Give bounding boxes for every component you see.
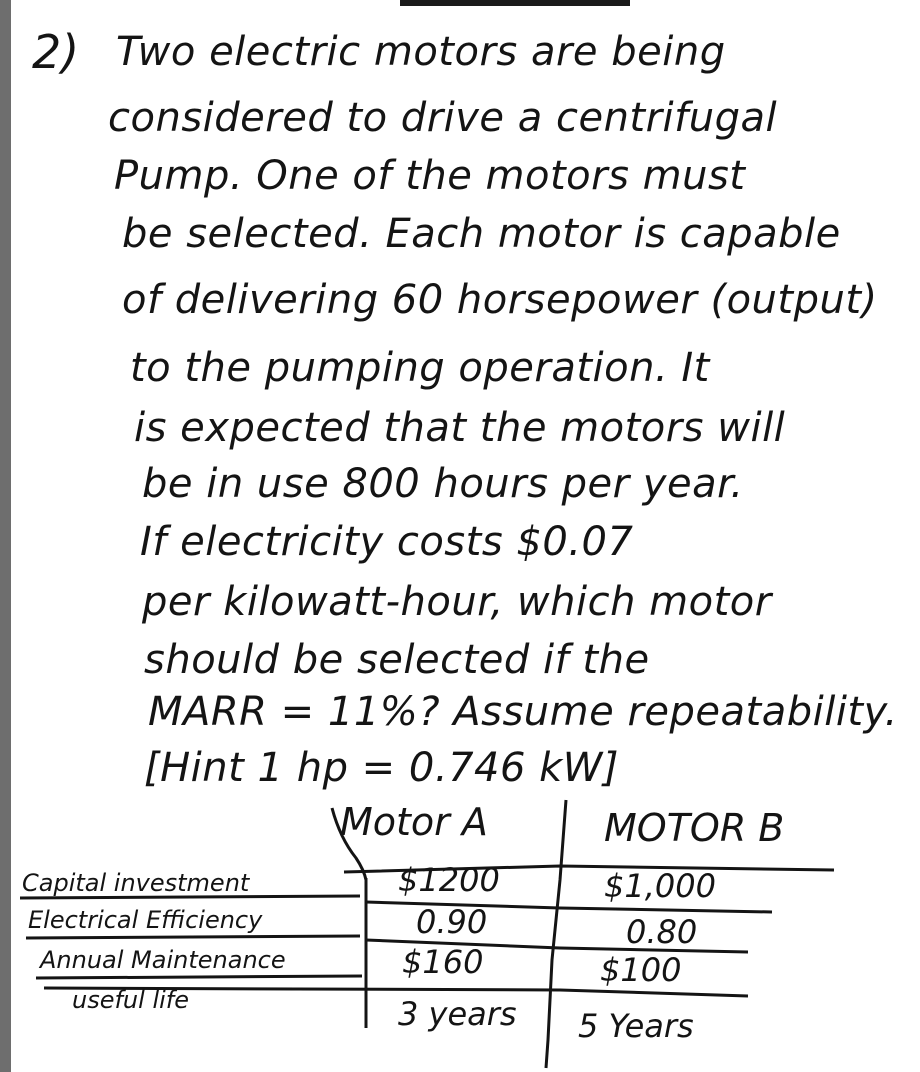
problem-text-line: Two electric motors are being bbox=[116, 29, 726, 75]
problem-text-line: should be selected if the bbox=[144, 637, 650, 683]
cell-motor-a-life: 3 years bbox=[398, 995, 517, 1033]
row-label-electrical-efficiency: Electrical Efficiency bbox=[28, 906, 263, 934]
cell-motor-a-maintenance: $160 bbox=[402, 943, 484, 981]
problem-text-line: of delivering 60 horsepower (output) bbox=[122, 277, 878, 323]
row-label-useful-life: useful life bbox=[72, 986, 189, 1014]
row-label-annual-maintenance: Annual Maintenance bbox=[40, 946, 286, 974]
problem-text-line: be in use 800 hours per year. bbox=[142, 461, 744, 507]
cell-motor-b-maintenance: $100 bbox=[600, 951, 682, 989]
cell-motor-a-capital: $1200 bbox=[398, 861, 500, 899]
problem-text-line: MARR = 11%? Assume repeatability. bbox=[148, 689, 898, 735]
cell-motor-b-capital: $1,000 bbox=[604, 867, 716, 905]
cell-motor-b-efficiency: 0.80 bbox=[626, 913, 698, 951]
row-label-capital-investment: Capital investment bbox=[22, 869, 250, 897]
table-header-motor-a: Motor A bbox=[340, 800, 488, 844]
table-header-motor-b: MOTOR B bbox=[604, 806, 785, 850]
problem-text-line: [Hint 1 hp = 0.746 kW] bbox=[144, 745, 619, 791]
cell-motor-b-life: 5 Years bbox=[578, 1007, 694, 1045]
problem-number: 2) bbox=[32, 25, 80, 79]
problem-text-line: is expected that the motors will bbox=[134, 405, 786, 451]
problem-text-line: to the pumping operation. It bbox=[130, 345, 710, 391]
cell-motor-a-efficiency: 0.90 bbox=[416, 903, 488, 941]
problem-text-line: per kilowatt-hour, which motor bbox=[142, 579, 772, 625]
problem-text-line: If electricity costs $0.07 bbox=[140, 519, 634, 565]
problem-text-line: considered to drive a centrifugal bbox=[108, 95, 778, 141]
problem-text-line: be selected. Each motor is capable bbox=[122, 211, 841, 257]
problem-text-line: Pump. One of the motors must bbox=[114, 153, 746, 199]
